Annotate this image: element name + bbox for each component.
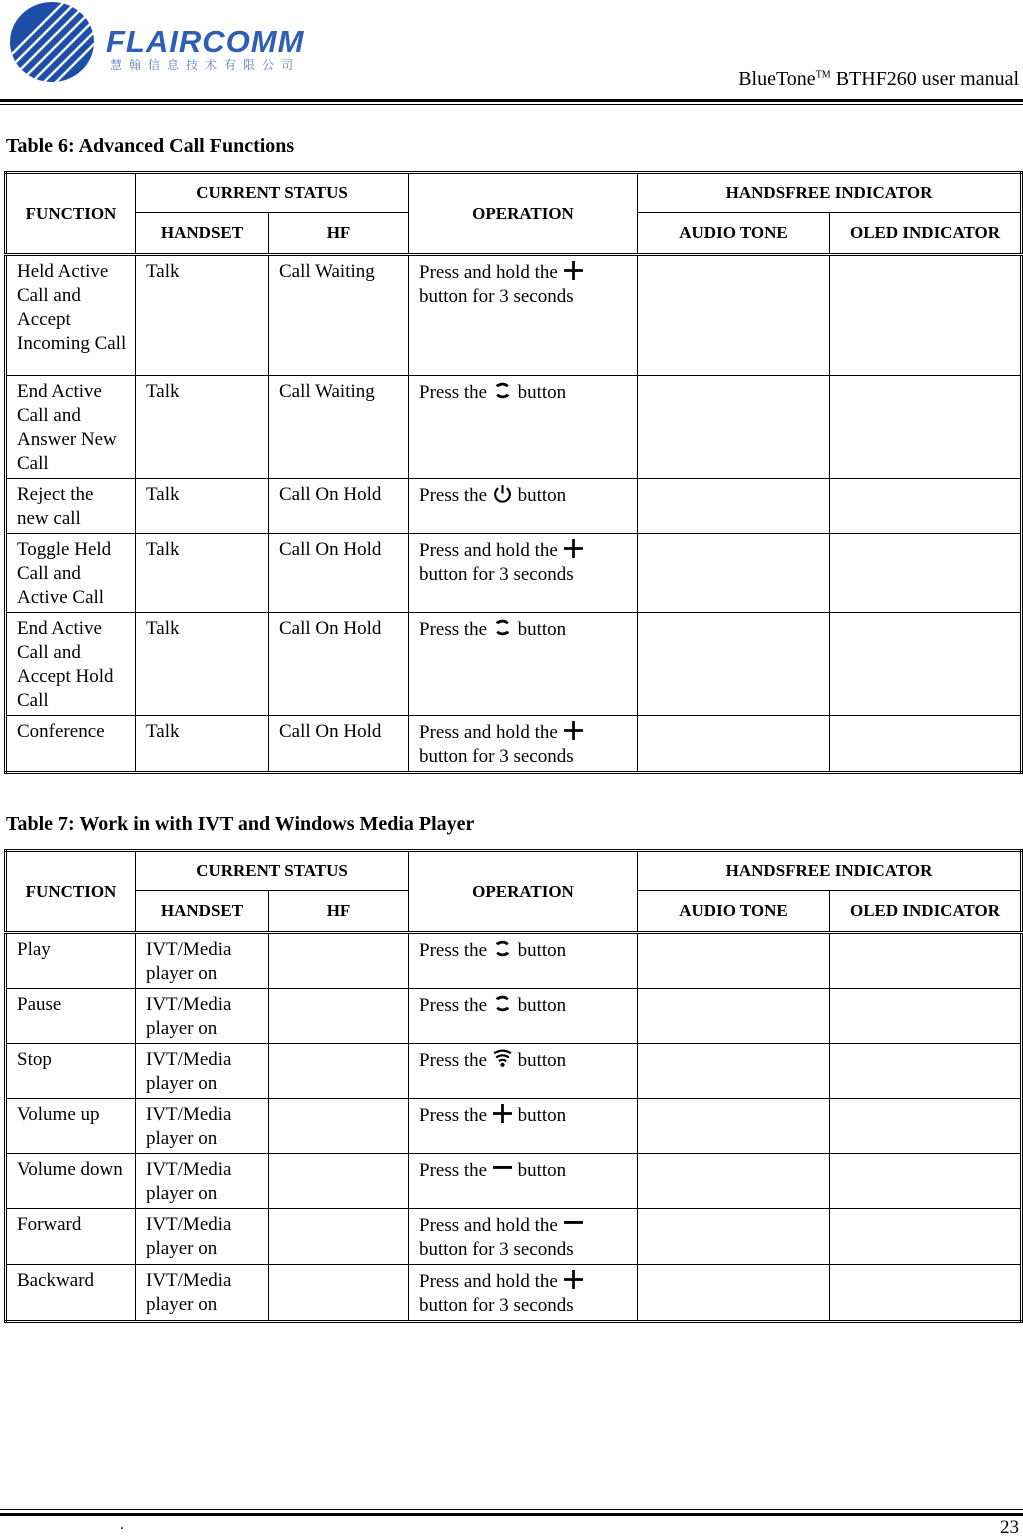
cell-audio-tone	[638, 479, 830, 534]
table-row	[6, 613, 1022, 716]
operation-text-pre: Press the	[419, 940, 488, 961]
table-row	[6, 534, 1022, 613]
cell-audio-tone	[638, 1044, 830, 1099]
cell-handset: IVT/Media player on	[136, 933, 269, 989]
operation-text-pre: Press and hold the	[419, 722, 558, 743]
minus-icon	[492, 1160, 513, 1181]
table-row	[6, 933, 1022, 989]
manual-title	[738, 68, 1019, 91]
plus-icon	[563, 540, 584, 561]
operation-text-pre: Press and hold the	[419, 1271, 558, 1292]
call-icon	[492, 940, 513, 961]
operation-text-post: button	[517, 1105, 567, 1126]
col-oled-indicator: OLED INDICATOR	[830, 213, 1022, 255]
cell-operation	[409, 479, 638, 534]
cell-function: Reject the new call	[6, 479, 136, 534]
operation-text-pre: Press the	[419, 995, 488, 1016]
footer-rule	[0, 1513, 1023, 1516]
cell-handset: Talk	[136, 479, 269, 534]
cell-function: Stop	[6, 1044, 136, 1099]
cell-function: Held Active Call and Accept Incoming Call	[6, 255, 136, 376]
table-row	[6, 1099, 1022, 1154]
cell-operation	[409, 989, 638, 1044]
cell-audio-tone	[638, 1099, 830, 1154]
operation-text-pre: Press the	[419, 485, 488, 506]
table-row	[6, 989, 1022, 1044]
cell-operation	[409, 1099, 638, 1154]
cell-operation	[409, 613, 638, 716]
operation-text-post: button	[517, 995, 567, 1016]
cell-function: End Active Call and Answer New Call	[6, 376, 136, 479]
operation-text-pre: Press and hold the	[419, 262, 558, 283]
operation-text-post: button	[517, 1160, 567, 1181]
col-hf: HF	[269, 891, 409, 933]
col-handsfree-indicator: HANDSFREE INDICATOR	[638, 851, 1022, 891]
col-oled-indicator: OLED INDICATOR	[830, 891, 1022, 933]
operation-text-post: button	[517, 382, 567, 403]
cell-function: Volume up	[6, 1099, 136, 1154]
power-icon	[492, 485, 513, 506]
cell-hf: Call On Hold	[269, 613, 409, 716]
cell-function: Forward	[6, 1209, 136, 1265]
cell-hf	[269, 1099, 409, 1154]
table-row	[6, 255, 1022, 376]
cell-oled-indicator	[830, 534, 1022, 613]
header-rule	[0, 99, 1023, 102]
cell-function: Pause	[6, 989, 136, 1044]
cell-audio-tone	[638, 376, 830, 479]
cell-handset: IVT/Media player on	[136, 989, 269, 1044]
cell-operation	[409, 1265, 638, 1322]
table-row	[6, 1265, 1022, 1322]
col-function: FUNCTION	[6, 173, 136, 255]
col-operation: OPERATION	[409, 851, 638, 933]
cell-function: Backward	[6, 1265, 136, 1322]
table6	[4, 171, 1023, 774]
cell-oled-indicator	[830, 1154, 1022, 1209]
cell-audio-tone	[638, 1209, 830, 1265]
footer-mark: .	[120, 1516, 124, 1533]
cell-function: Conference	[6, 716, 136, 773]
cell-hf	[269, 1209, 409, 1265]
flaircomm-logo	[6, 0, 316, 86]
cell-hf	[269, 933, 409, 989]
col-handset: HANDSET	[136, 213, 269, 255]
cell-oled-indicator	[830, 716, 1022, 773]
cell-hf: Call On Hold	[269, 479, 409, 534]
footer-rule-thin	[0, 1509, 1023, 1510]
operation-text-pre: Press the	[419, 382, 488, 403]
trademark-mark: TM	[815, 69, 831, 81]
table7-caption: Table 7: Work in with IVT and Windows Media Player	[6, 813, 475, 835]
signal-icon	[492, 1050, 513, 1071]
operation-text-post: button for 3 seconds	[419, 564, 574, 585]
table-row	[6, 716, 1022, 773]
col-audio-tone: AUDIO TONE	[638, 891, 830, 933]
table-row	[6, 1154, 1022, 1209]
col-handsfree-indicator: HANDSFREE INDICATOR	[638, 173, 1022, 213]
cell-operation	[409, 716, 638, 773]
logo-globe-icon	[6, 0, 102, 86]
cell-operation	[409, 1154, 638, 1209]
cell-hf: Call On Hold	[269, 534, 409, 613]
table-row	[6, 1044, 1022, 1099]
cell-handset: IVT/Media player on	[136, 1209, 269, 1265]
table-row	[6, 376, 1022, 479]
operation-text-post: button for 3 seconds	[419, 1295, 574, 1316]
cell-hf	[269, 1154, 409, 1209]
cell-oled-indicator	[830, 933, 1022, 989]
cell-oled-indicator	[830, 479, 1022, 534]
operation-text-post: button for 3 seconds	[419, 746, 574, 767]
operation-text-pre: Press the	[419, 619, 488, 640]
operation-text-pre: Press and hold the	[419, 1215, 558, 1236]
cell-function: End Active Call and Accept Hold Call	[6, 613, 136, 716]
operation-text-post: button	[517, 1050, 567, 1071]
manual-name: BTHF260 user manual	[835, 68, 1019, 90]
table6-caption: Table 6: Advanced Call Functions	[6, 135, 295, 157]
col-current-status: CURRENT STATUS	[136, 173, 409, 213]
cell-hf: Call Waiting	[269, 376, 409, 479]
operation-text-pre: Press and hold the	[419, 540, 558, 561]
cell-audio-tone	[638, 534, 830, 613]
cell-oled-indicator	[830, 255, 1022, 376]
product-name: BlueTone	[738, 68, 816, 90]
table-row	[6, 479, 1022, 534]
minus-icon	[563, 1215, 584, 1236]
cell-function: Toggle Held Call and Active Call	[6, 534, 136, 613]
cell-audio-tone	[638, 989, 830, 1044]
cell-oled-indicator	[830, 376, 1022, 479]
col-function: FUNCTION	[6, 851, 136, 933]
table-row	[6, 1209, 1022, 1265]
cell-operation	[409, 376, 638, 479]
page-header	[0, 0, 1023, 108]
cell-function: Play	[6, 933, 136, 989]
table7	[4, 849, 1023, 1323]
cell-hf: Call On Hold	[269, 716, 409, 773]
plus-icon	[563, 262, 584, 283]
col-operation: OPERATION	[409, 173, 638, 255]
cell-handset: IVT/Media player on	[136, 1099, 269, 1154]
cell-oled-indicator	[830, 1099, 1022, 1154]
col-current-status: CURRENT STATUS	[136, 851, 409, 891]
call-icon	[492, 995, 513, 1016]
operation-text-pre: Press the	[419, 1050, 488, 1071]
operation-text-post: button for 3 seconds	[419, 1239, 574, 1260]
operation-text-post: button for 3 seconds	[419, 286, 574, 307]
call-icon	[492, 619, 513, 640]
col-audio-tone: AUDIO TONE	[638, 213, 830, 255]
cell-handset: IVT/Media player on	[136, 1265, 269, 1322]
cell-oled-indicator	[830, 1209, 1022, 1265]
plus-icon	[563, 1271, 584, 1292]
operation-text-post: button	[517, 940, 567, 961]
operation-text-post: button	[517, 485, 567, 506]
logo-company-subtitle: 慧翰信息技术有限公司	[110, 58, 301, 72]
logo-company-name: FLAIRCOMM	[106, 24, 305, 59]
page-number: 23	[1000, 1517, 1019, 1538]
operation-text-post: button	[517, 619, 567, 640]
cell-oled-indicator	[830, 1044, 1022, 1099]
cell-handset: Talk	[136, 376, 269, 479]
cell-audio-tone	[638, 933, 830, 989]
operation-text-pre: Press the	[419, 1160, 488, 1181]
call-icon	[492, 382, 513, 403]
cell-hf	[269, 1044, 409, 1099]
col-hf: HF	[269, 213, 409, 255]
operation-text-pre: Press the	[419, 1105, 488, 1126]
header-rule-thin	[0, 104, 1023, 105]
cell-audio-tone	[638, 255, 830, 376]
cell-handset: Talk	[136, 534, 269, 613]
plus-icon	[563, 722, 584, 743]
cell-operation	[409, 1044, 638, 1099]
cell-audio-tone	[638, 1154, 830, 1209]
cell-hf	[269, 989, 409, 1044]
cell-handset: Talk	[136, 716, 269, 773]
cell-audio-tone	[638, 1265, 830, 1322]
cell-hf: Call Waiting	[269, 255, 409, 376]
cell-handset: IVT/Media player on	[136, 1154, 269, 1209]
cell-oled-indicator	[830, 1265, 1022, 1322]
cell-operation	[409, 255, 638, 376]
plus-icon	[492, 1105, 513, 1126]
cell-operation	[409, 534, 638, 613]
cell-oled-indicator	[830, 989, 1022, 1044]
col-handset: HANDSET	[136, 891, 269, 933]
cell-handset: Talk	[136, 613, 269, 716]
cell-handset: IVT/Media player on	[136, 1044, 269, 1099]
cell-operation	[409, 933, 638, 989]
cell-oled-indicator	[830, 613, 1022, 716]
cell-operation	[409, 1209, 638, 1265]
cell-hf	[269, 1265, 409, 1322]
cell-audio-tone	[638, 716, 830, 773]
cell-handset: Talk	[136, 255, 269, 376]
cell-audio-tone	[638, 613, 830, 716]
cell-function: Volume down	[6, 1154, 136, 1209]
